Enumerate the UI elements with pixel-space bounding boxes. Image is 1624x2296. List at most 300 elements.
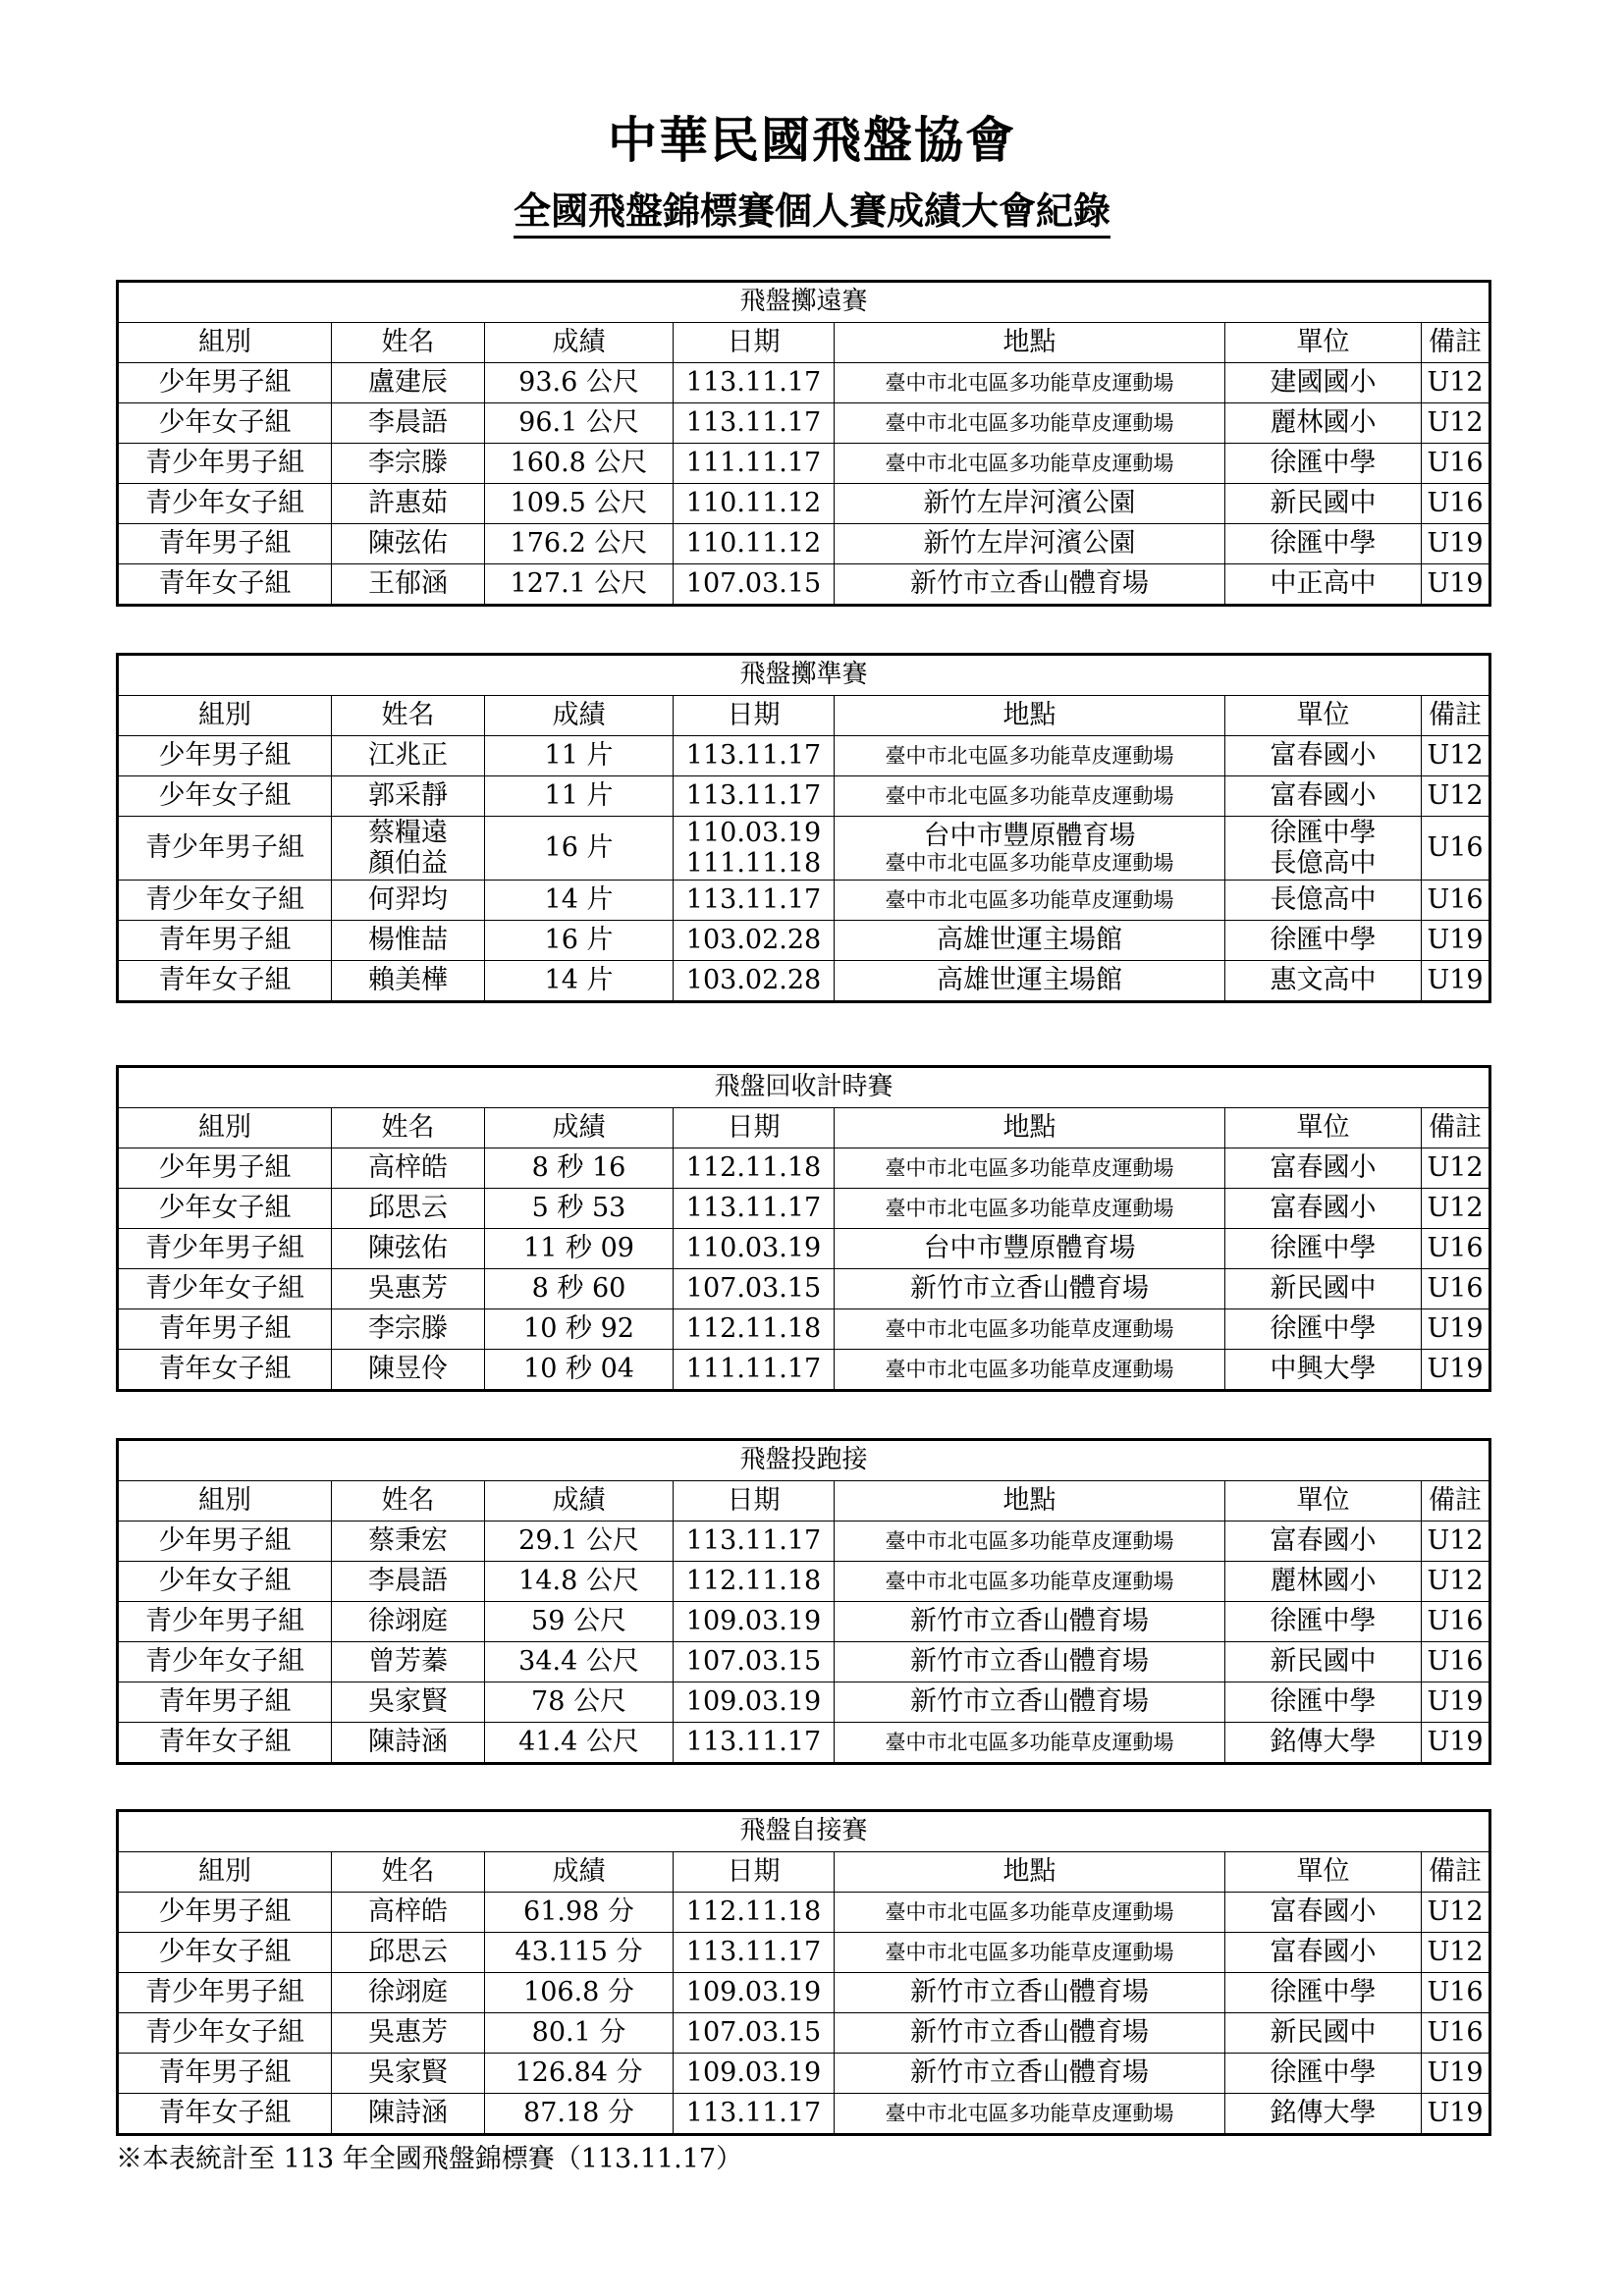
cell-name <box>332 776 485 817</box>
cell-group: 青年男子組 <box>118 1309 332 1350</box>
cell-line: 富春國小 <box>1270 1937 1377 1968</box>
cell-note: U19 <box>1422 921 1490 961</box>
cell-line: 長億高中 <box>1270 848 1377 879</box>
table-header-row <box>118 696 1490 736</box>
cell-unit <box>1225 1723 1422 1764</box>
cell-line: 臺中市北屯區多功能草皮運動場 <box>885 2101 1174 2125</box>
cell-group: 少年男子組 <box>118 1893 332 1933</box>
column-header-unit: 單位 <box>1225 323 1422 363</box>
table-row <box>118 2013 1490 2054</box>
table-row <box>118 2054 1490 2094</box>
cell-score: 126.84 分 <box>485 2054 674 2094</box>
table-row <box>118 403 1490 444</box>
cell-note: U12 <box>1422 1148 1490 1189</box>
table-row <box>118 1973 1490 2013</box>
cell-unit <box>1225 1602 1422 1642</box>
cell-note: U12 <box>1422 736 1490 776</box>
cell-location <box>835 403 1225 444</box>
cell-date <box>674 1148 835 1189</box>
cell-line: 新民國中 <box>1270 1646 1377 1678</box>
cell-name <box>332 961 485 1002</box>
column-header-group: 組別 <box>118 696 332 736</box>
cell-date <box>674 776 835 817</box>
table-title-row <box>118 1067 1490 1108</box>
cell-line: 麗林國小 <box>1270 1566 1377 1597</box>
cell-location <box>835 484 1225 524</box>
column-header-date: 日期 <box>674 1108 835 1148</box>
cell-location <box>835 1189 1225 1229</box>
cell-line: 王郁涵 <box>368 568 448 600</box>
cell-date <box>674 524 835 564</box>
cell-note: U12 <box>1422 1933 1490 1973</box>
cell-line: 109.03.19 <box>685 2057 822 2089</box>
cell-line: 113.11.17 <box>685 1727 822 1758</box>
cell-line: 109.03.19 <box>685 1686 822 1718</box>
cell-line: 徐匯中學 <box>1270 1977 1377 2008</box>
cell-unit <box>1225 1148 1422 1189</box>
cell-note: U16 <box>1422 2013 1490 2054</box>
cell-line: 113.11.17 <box>685 884 822 916</box>
cell-group: 少年女子組 <box>118 776 332 817</box>
cell-line: 臺中市北屯區多功能草皮運動場 <box>885 1569 1174 1593</box>
table-row <box>118 2094 1490 2135</box>
cell-note: U16 <box>1422 484 1490 524</box>
cell-group: 青年女子組 <box>118 1723 332 1764</box>
cell-unit <box>1225 484 1422 524</box>
table-title: 飛盤擲遠賽 <box>118 282 1490 323</box>
cell-group: 青少年女子組 <box>118 1642 332 1682</box>
cell-unit <box>1225 817 1422 881</box>
table-row <box>118 1522 1490 1562</box>
cell-line: 112.11.18 <box>685 1152 822 1184</box>
cell-line: 李晨語 <box>368 407 448 439</box>
cell-note: U16 <box>1422 1602 1490 1642</box>
cell-date <box>674 1269 835 1309</box>
cell-date <box>674 2013 835 2054</box>
cell-line: 蔡糧遠 <box>368 817 448 848</box>
cell-line: 110.11.12 <box>685 528 822 560</box>
cell-name <box>332 1682 485 1723</box>
cell-line: 新竹市立香山體育場 <box>910 568 1149 600</box>
cell-note: U19 <box>1422 1723 1490 1764</box>
cell-score: 16 片 <box>485 817 674 881</box>
cell-date <box>674 1189 835 1229</box>
cell-line: 臺中市北屯區多功能草皮運動場 <box>885 410 1174 435</box>
cell-line: 新竹市立香山體育場 <box>910 2057 1149 2089</box>
cell-score: 61.98 分 <box>485 1893 674 1933</box>
cell-unit <box>1225 524 1422 564</box>
cell-score: 106.8 分 <box>485 1973 674 2013</box>
cell-name <box>332 1973 485 2013</box>
cell-line: 新民國中 <box>1270 2017 1377 2049</box>
cell-date <box>674 1893 835 1933</box>
cell-line: 111.11.17 <box>685 448 822 479</box>
cell-name <box>332 1269 485 1309</box>
page-title: 中華民國飛盤協會 <box>608 111 1016 169</box>
cell-line: 新竹左岸河濱公園 <box>923 528 1136 560</box>
cell-unit <box>1225 736 1422 776</box>
cell-date <box>674 961 835 1002</box>
table-row <box>118 1189 1490 1229</box>
cell-location <box>835 524 1225 564</box>
column-header-name: 姓名 <box>332 696 485 736</box>
cell-date <box>674 1229 835 1269</box>
cell-date <box>674 403 835 444</box>
cell-line: 曾芳蓁 <box>368 1646 448 1678</box>
cell-note: U12 <box>1422 776 1490 817</box>
cell-name <box>332 817 485 881</box>
cell-location <box>835 564 1225 606</box>
cell-note: U12 <box>1422 403 1490 444</box>
cell-line: 台中市豐原體育場 <box>923 821 1136 852</box>
cell-location <box>835 921 1225 961</box>
cell-line: 徐匯中學 <box>1270 1313 1377 1345</box>
cell-line: 103.02.28 <box>685 925 822 956</box>
cell-name <box>332 564 485 606</box>
cell-line: 113.11.17 <box>685 780 822 812</box>
cell-name <box>332 524 485 564</box>
cell-note: U19 <box>1422 524 1490 564</box>
cell-line: 徐匯中學 <box>1270 1233 1377 1264</box>
cell-score: 41.4 公尺 <box>485 1723 674 1764</box>
cell-date <box>674 363 835 403</box>
cell-note: U19 <box>1422 2054 1490 2094</box>
cell-line: 富春國小 <box>1270 1152 1377 1184</box>
column-header-date: 日期 <box>674 323 835 363</box>
cell-group: 少年女子組 <box>118 1562 332 1602</box>
table-row <box>118 1269 1490 1309</box>
cell-line: 113.11.17 <box>685 1937 822 1968</box>
cell-line: 富春國小 <box>1270 740 1377 772</box>
cell-line: 賴美樺 <box>368 965 448 996</box>
cell-line: 新民國中 <box>1270 1273 1377 1305</box>
cell-unit <box>1225 1229 1422 1269</box>
cell-group: 少年男子組 <box>118 1148 332 1189</box>
cell-unit <box>1225 564 1422 606</box>
cell-line: 李晨語 <box>368 1566 448 1597</box>
cell-score: 5 秒 53 <box>485 1189 674 1229</box>
cell-line: 113.11.17 <box>685 367 822 399</box>
record-table <box>116 1809 1491 2136</box>
table-row <box>118 363 1490 403</box>
column-header-location: 地點 <box>835 1481 1225 1522</box>
cell-location <box>835 1269 1225 1309</box>
cell-group: 青年女子組 <box>118 1350 332 1391</box>
cell-group: 青少年女子組 <box>118 484 332 524</box>
cell-line: 徐匯中學 <box>1270 448 1377 479</box>
column-header-group: 組別 <box>118 1852 332 1893</box>
cell-group: 青少年女子組 <box>118 881 332 921</box>
table-row <box>118 1933 1490 1973</box>
cell-unit <box>1225 1893 1422 1933</box>
cell-group: 少年女子組 <box>118 1933 332 1973</box>
cell-line: 富春國小 <box>1270 1896 1377 1928</box>
cell-score: 176.2 公尺 <box>485 524 674 564</box>
cell-group: 少年女子組 <box>118 1189 332 1229</box>
cell-line: 銘傳大學 <box>1270 1727 1377 1758</box>
cell-score: 16 片 <box>485 921 674 961</box>
cell-line: 臺中市北屯區多功能草皮運動場 <box>885 783 1174 808</box>
cell-unit <box>1225 1522 1422 1562</box>
cell-line: 新竹市立香山體育場 <box>910 1646 1149 1678</box>
cell-note: U16 <box>1422 1973 1490 2013</box>
cell-name <box>332 363 485 403</box>
cell-name <box>332 881 485 921</box>
table-row <box>118 1309 1490 1350</box>
cell-group: 青少年男子組 <box>118 1602 332 1642</box>
cell-name <box>332 1723 485 1764</box>
cell-name <box>332 2013 485 2054</box>
cell-score: 11 片 <box>485 776 674 817</box>
cell-line: 113.11.17 <box>685 1193 822 1224</box>
column-header-unit: 單位 <box>1225 1852 1422 1893</box>
cell-note: U16 <box>1422 881 1490 921</box>
cell-unit <box>1225 2094 1422 2135</box>
column-header-score: 成績 <box>485 323 674 363</box>
column-header-score: 成績 <box>485 1481 674 1522</box>
cell-line: 新竹市立香山體育場 <box>910 2017 1149 2049</box>
cell-line: 吳家賢 <box>368 2057 448 2089</box>
cell-note: U16 <box>1422 1642 1490 1682</box>
table-row <box>118 921 1490 961</box>
cell-name <box>332 1309 485 1350</box>
cell-note: U16 <box>1422 1229 1490 1269</box>
cell-line: 建國國小 <box>1270 367 1377 399</box>
cell-name <box>332 1229 485 1269</box>
cell-line: 中興大學 <box>1270 1354 1377 1385</box>
cell-note: U12 <box>1422 1562 1490 1602</box>
cell-location <box>835 2054 1225 2094</box>
cell-line: 李宗滕 <box>368 448 448 479</box>
cell-score: 34.4 公尺 <box>485 1642 674 1682</box>
cell-location <box>835 776 1225 817</box>
cell-note: U19 <box>1422 1350 1490 1391</box>
cell-date <box>674 2054 835 2094</box>
cell-date <box>674 564 835 606</box>
column-header-group: 組別 <box>118 323 332 363</box>
cell-line: 吳家賢 <box>368 1686 448 1718</box>
cell-line: 臺中市北屯區多功能草皮運動場 <box>885 887 1174 912</box>
cell-unit <box>1225 1350 1422 1391</box>
cell-line: 臺中市北屯區多功能草皮運動場 <box>885 1528 1174 1553</box>
cell-line: 富春國小 <box>1270 1193 1377 1224</box>
cell-name <box>332 1189 485 1229</box>
cell-location <box>835 736 1225 776</box>
cell-unit <box>1225 1309 1422 1350</box>
cell-line: 新竹市立香山體育場 <box>910 1273 1149 1305</box>
cell-unit <box>1225 921 1422 961</box>
cell-group: 青年女子組 <box>118 961 332 1002</box>
column-header-name: 姓名 <box>332 323 485 363</box>
table-row <box>118 1642 1490 1682</box>
cell-location <box>835 1723 1225 1764</box>
cell-line: 臺中市北屯區多功能草皮運動場 <box>885 1899 1174 1924</box>
cell-line: 麗林國小 <box>1270 407 1377 439</box>
column-header-unit: 單位 <box>1225 696 1422 736</box>
cell-score: 160.8 公尺 <box>485 444 674 484</box>
cell-date <box>674 1350 835 1391</box>
table-row <box>118 1602 1490 1642</box>
cell-line: 111.11.18 <box>685 848 822 879</box>
table-row <box>118 1682 1490 1723</box>
cell-unit <box>1225 1562 1422 1602</box>
cell-group: 少年男子組 <box>118 363 332 403</box>
column-header-name: 姓名 <box>332 1481 485 1522</box>
cell-location <box>835 1522 1225 1562</box>
cell-date <box>674 1933 835 1973</box>
cell-location <box>835 1973 1225 2013</box>
cell-line: 徐匯中學 <box>1270 1686 1377 1718</box>
table-header-row <box>118 323 1490 363</box>
cell-date <box>674 1602 835 1642</box>
cell-name <box>332 2094 485 2135</box>
cell-line: 徐翊庭 <box>368 1977 448 2008</box>
table-title-row <box>118 1440 1490 1481</box>
column-header-date: 日期 <box>674 1481 835 1522</box>
table-title-row <box>118 282 1490 323</box>
cell-line: 陳弦佑 <box>368 528 448 560</box>
cell-date <box>674 1562 835 1602</box>
cell-line: 江兆正 <box>368 740 448 772</box>
table-title: 飛盤自接賽 <box>118 1811 1490 1852</box>
cell-score: 78 公尺 <box>485 1682 674 1723</box>
cell-note: U16 <box>1422 1269 1490 1309</box>
cell-line: 徐匯中學 <box>1270 925 1377 956</box>
column-header-name: 姓名 <box>332 1852 485 1893</box>
record-table <box>116 1065 1491 1392</box>
cell-line: 臺中市北屯區多功能草皮運動場 <box>885 743 1174 768</box>
column-header-unit: 單位 <box>1225 1481 1422 1522</box>
cell-date <box>674 921 835 961</box>
table-title: 飛盤投跑接 <box>118 1440 1490 1481</box>
column-header-note: 備註 <box>1422 1481 1490 1522</box>
cell-group: 青年男子組 <box>118 921 332 961</box>
footnote: ※本表統計至 113 年全國飛盤錦標賽（113.11.17） <box>116 2144 743 2174</box>
cell-group: 青年男子組 <box>118 2054 332 2094</box>
cell-line: 113.11.17 <box>685 740 822 772</box>
cell-date <box>674 1309 835 1350</box>
cell-line: 臺中市北屯區多功能草皮運動場 <box>885 1730 1174 1754</box>
cell-date <box>674 1642 835 1682</box>
cell-name <box>332 1933 485 1973</box>
cell-location <box>835 1682 1225 1723</box>
column-header-score: 成績 <box>485 696 674 736</box>
table-row <box>118 1350 1490 1391</box>
cell-line: 徐匯中學 <box>1270 2057 1377 2089</box>
table-row <box>118 961 1490 1002</box>
cell-group: 少年女子組 <box>118 403 332 444</box>
cell-note: U12 <box>1422 1522 1490 1562</box>
cell-line: 何羿均 <box>368 884 448 916</box>
cell-note: U19 <box>1422 564 1490 606</box>
cell-line: 新竹左岸河濱公園 <box>923 488 1136 519</box>
table-header-row <box>118 1852 1490 1893</box>
cell-name <box>332 403 485 444</box>
cell-score: 14 片 <box>485 961 674 1002</box>
cell-line: 臺中市北屯區多功能草皮運動場 <box>885 451 1174 475</box>
cell-line: 李宗滕 <box>368 1313 448 1345</box>
cell-line: 111.11.17 <box>685 1354 822 1385</box>
column-header-unit: 單位 <box>1225 1108 1422 1148</box>
cell-note: U19 <box>1422 2094 1490 2135</box>
cell-line: 新竹市立香山體育場 <box>910 1977 1149 2008</box>
cell-location <box>835 2094 1225 2135</box>
cell-location <box>835 1933 1225 1973</box>
cell-note: U19 <box>1422 1682 1490 1723</box>
cell-line: 高雄世運主場館 <box>937 925 1122 956</box>
cell-name <box>332 736 485 776</box>
cell-unit <box>1225 1973 1422 2013</box>
cell-unit <box>1225 403 1422 444</box>
cell-date <box>674 817 835 881</box>
cell-name <box>332 1350 485 1391</box>
cell-date <box>674 881 835 921</box>
cell-line: 112.11.18 <box>685 1313 822 1345</box>
record-table <box>116 653 1491 1003</box>
cell-location <box>835 1562 1225 1602</box>
cell-line: 惠文高中 <box>1270 965 1377 996</box>
cell-score: 14 片 <box>485 881 674 921</box>
cell-group: 青年女子組 <box>118 2094 332 2135</box>
cell-location <box>835 363 1225 403</box>
table-row <box>118 1148 1490 1189</box>
column-header-score: 成績 <box>485 1108 674 1148</box>
cell-line: 台中市豐原體育場 <box>923 1233 1136 1264</box>
cell-group: 青年男子組 <box>118 1682 332 1723</box>
table-title: 飛盤回收計時賽 <box>118 1067 1490 1108</box>
cell-group: 青少年男子組 <box>118 444 332 484</box>
cell-line: 陳弦佑 <box>368 1233 448 1264</box>
cell-group: 少年男子組 <box>118 736 332 776</box>
cell-line: 吳惠芳 <box>368 2017 448 2049</box>
cell-line: 113.11.17 <box>685 1525 822 1557</box>
cell-date <box>674 1973 835 2013</box>
column-header-date: 日期 <box>674 1852 835 1893</box>
cell-date <box>674 1522 835 1562</box>
cell-group: 青年女子組 <box>118 564 332 606</box>
cell-location <box>835 1309 1225 1350</box>
cell-line: 109.03.19 <box>685 1977 822 2008</box>
cell-score: 8 秒 60 <box>485 1269 674 1309</box>
cell-date <box>674 484 835 524</box>
cell-name <box>332 1642 485 1682</box>
page-subtitle <box>0 188 1624 233</box>
cell-unit <box>1225 1933 1422 1973</box>
table-row <box>118 1723 1490 1764</box>
cell-location <box>835 1229 1225 1269</box>
column-header-location: 地點 <box>835 323 1225 363</box>
cell-unit <box>1225 444 1422 484</box>
cell-line: 邱思云 <box>368 1937 448 1968</box>
cell-location <box>835 1602 1225 1642</box>
cell-line: 盧建辰 <box>368 367 448 399</box>
cell-line: 中正高中 <box>1270 568 1377 600</box>
table-row <box>118 1562 1490 1602</box>
cell-line: 113.11.17 <box>685 2098 822 2129</box>
cell-line: 許惠茹 <box>368 488 448 519</box>
column-header-note: 備註 <box>1422 1108 1490 1148</box>
cell-note: U19 <box>1422 961 1490 1002</box>
cell-name <box>332 2054 485 2094</box>
cell-line: 103.02.28 <box>685 965 822 996</box>
cell-unit <box>1225 2013 1422 2054</box>
cell-unit <box>1225 2054 1422 2094</box>
column-header-note: 備註 <box>1422 323 1490 363</box>
cell-line: 新竹市立香山體育場 <box>910 1606 1149 1637</box>
cell-note: U16 <box>1422 817 1490 881</box>
cell-line: 高梓皓 <box>368 1152 448 1184</box>
cell-line: 109.03.19 <box>685 1606 822 1637</box>
